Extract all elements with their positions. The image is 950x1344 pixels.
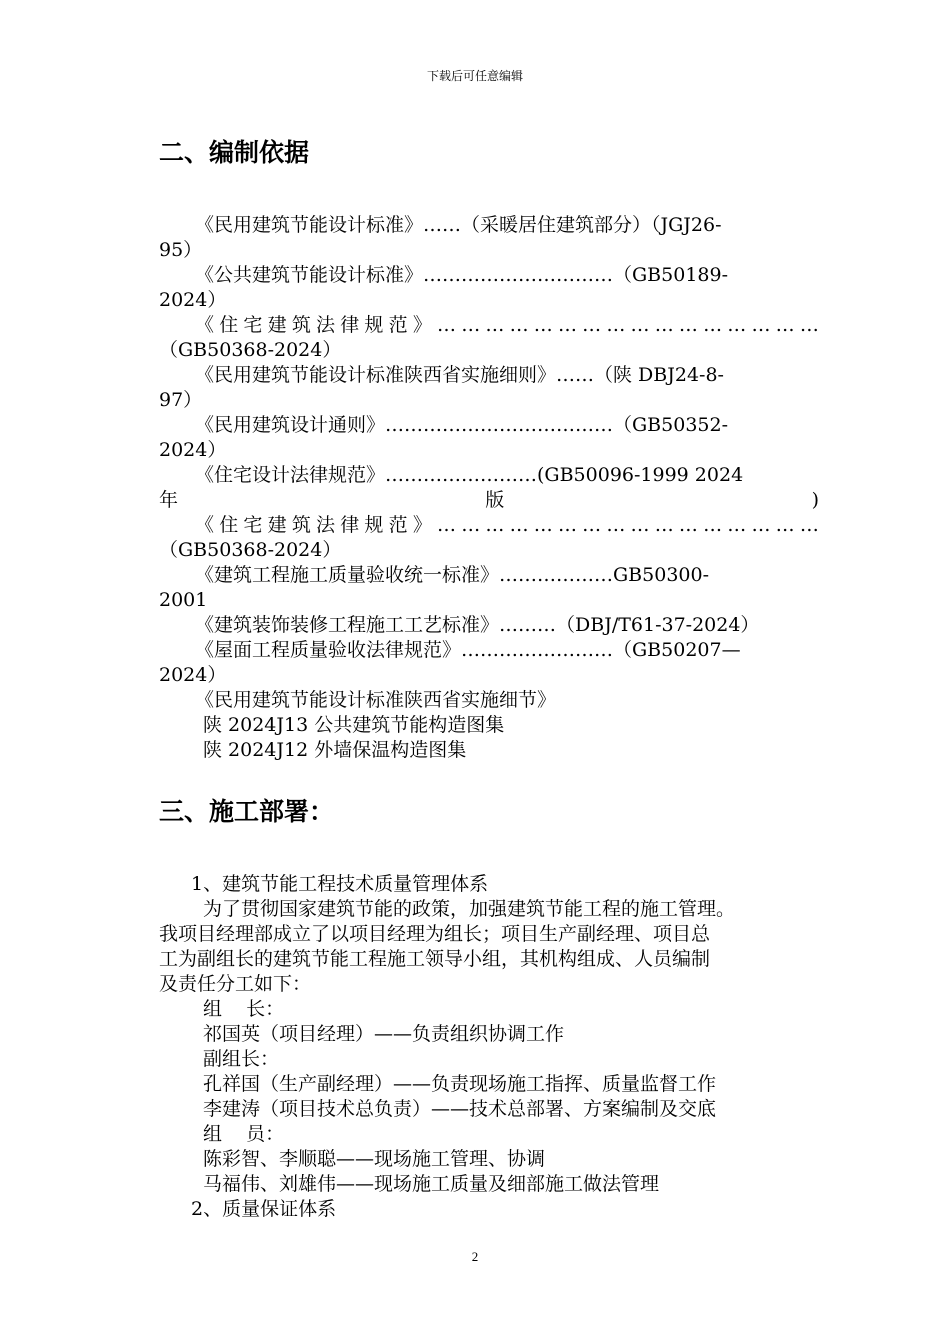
basis-line-7a-part: 》 (412, 514, 432, 536)
basis-line-6a: 《住宅设计法律规范》……………………(GB50096-1999 2024 (195, 464, 744, 486)
deploy-paragraph-line-2: 我项目经理部成立了以项目经理为组长；项目生产副经理、项目总 (159, 923, 711, 945)
basis-line-2b: 2024） (159, 289, 227, 311)
basis-line-3a-part: … (582, 314, 602, 336)
basis-line-3a-part: 范 (388, 314, 408, 336)
basis-line-3b: （GB50368-2024） (159, 339, 342, 361)
basis-line-3a-part: 住 (219, 314, 239, 336)
basis-line-7a-part: … (557, 514, 577, 536)
basis-line-7a-part: 范 (388, 514, 408, 536)
vice-leader-entry-2: 李建涛（项目技术总负责）——技术总部署、方案编制及交底 (203, 1098, 717, 1120)
basis-line-7a-part: … (799, 514, 819, 536)
basis-line-7a-part: 建 (267, 514, 287, 536)
leader-entry: 祁国英（项目经理）——负责组织协调工作 (203, 1023, 565, 1045)
vice-leader-label: 副组长： (203, 1048, 280, 1070)
page-number: 2 (471, 1249, 479, 1264)
basis-line-11: 《民用建筑节能设计标准陕西省实施细节》 (195, 689, 557, 711)
leader-label: 组 长： (203, 998, 285, 1020)
basis-line-9: 《建筑装饰装修工程施工工艺标准》………（DBJ/T61-37-2024） (195, 614, 760, 636)
basis-line-7a (195, 513, 819, 538)
deploy-paragraph-line-1: 为了贯彻国家建筑节能的政策，加强建筑节能工程的施工管理。 (203, 898, 736, 920)
basis-line-7a-part: 《 (195, 514, 215, 536)
member-label: 组 员： (203, 1123, 285, 1145)
vice-leader-entry-1: 孔祥国（生产副经理）——负责现场施工指挥、质量监督工作 (203, 1073, 717, 1095)
basis-line-6b-part: 版 (485, 489, 505, 511)
basis-line-3a-part: 筑 (291, 314, 311, 336)
basis-line-1a: 《民用建筑节能设计标准》……（采暖居住建筑部分）（JGJ26- (195, 214, 722, 236)
basis-line-7a-part: 住 (219, 514, 239, 536)
basis-line-3a-part: … (437, 314, 457, 336)
basis-line-3a-part: … (654, 314, 674, 336)
basis-line-10b: 2024） (159, 664, 227, 686)
basis-line-6b-part: ) (811, 489, 819, 511)
basis-line-7a-part: … (630, 514, 650, 536)
basis-line-7a-part: 筑 (291, 514, 311, 536)
basis-line-3a-part: … (630, 314, 650, 336)
basis-line-7a-part: … (509, 514, 529, 536)
basis-line-5a: 《民用建筑设计通则》………………………………（GB50352- (195, 414, 729, 436)
basis-line-7a-part: … (606, 514, 626, 536)
basis-line-3a-part: … (751, 314, 771, 336)
deploy-subheading-1: 1、建筑节能工程技术质量管理体系 (191, 873, 489, 895)
basis-line-3a-part: … (727, 314, 747, 336)
basis-line-7a-part: … (582, 514, 602, 536)
basis-line-6b (159, 488, 819, 513)
basis-line-13: 陕 2024J12 外墙保温构造图集 (203, 739, 467, 761)
member-entry-2: 马福伟、刘雄伟——现场施工质量及细部施工做法管理 (203, 1173, 660, 1195)
basis-line-7a-part: … (461, 514, 481, 536)
basis-line-3a-part: … (606, 314, 626, 336)
basis-line-7a-part: 宅 (243, 514, 263, 536)
basis-line-3a-part: … (461, 314, 481, 336)
basis-line-12: 陕 2024J13 公共建筑节能构造图集 (203, 714, 505, 736)
basis-line-7b: （GB50368-2024） (159, 539, 342, 561)
basis-line-3a-part: 建 (267, 314, 287, 336)
basis-line-3a-part: 律 (340, 314, 360, 336)
basis-line-5b: 2024） (159, 439, 227, 461)
deploy-paragraph-line-4: 及责任分工如下： (159, 973, 312, 995)
deploy-paragraph-line-3: 工为副组长的建筑节能工程施工领导小组，其机构组成、人员编制 (159, 948, 711, 970)
page-header: 下载后可任意编辑 (426, 69, 523, 83)
basis-line-4a: 《民用建筑节能设计标准陕西省实施细则》……（陕 DBJ24-8- (195, 364, 724, 386)
basis-line-1b: 95） (159, 239, 203, 261)
basis-line-2a: 《公共建筑节能设计标准》…………………………（GB50189- (195, 264, 729, 286)
basis-line-3a-part: 规 (364, 314, 384, 336)
basis-line-3a (195, 313, 819, 338)
basis-line-3a-part: … (509, 314, 529, 336)
section-heading-basis: 二、编制依据 (159, 138, 310, 167)
basis-line-7a-part: … (437, 514, 457, 536)
basis-line-7a-part: … (654, 514, 674, 536)
basis-line-7a-part: … (678, 514, 698, 536)
basis-line-3a-part: 《 (195, 314, 215, 336)
deploy-subheading-2: 2、质量保证体系 (191, 1198, 337, 1220)
basis-line-7a-part: … (703, 514, 723, 536)
basis-line-3a-part: 法 (316, 314, 336, 336)
basis-line-6b-part: 年 (159, 489, 179, 511)
basis-line-7a-part: 规 (364, 514, 384, 536)
basis-line-3a-part: … (485, 314, 505, 336)
basis-line-8a: 《建筑工程施工质量验收统一标准》………………GB50300- (195, 564, 710, 586)
basis-line-8b: 2001 (159, 589, 208, 611)
basis-line-3a-part: … (678, 314, 698, 336)
basis-line-7a-part: … (485, 514, 505, 536)
basis-line-7a-part: 律 (340, 514, 360, 536)
basis-line-4b: 97） (159, 389, 203, 411)
basis-line-7a-part: … (775, 514, 795, 536)
basis-line-3a-part: … (799, 314, 819, 336)
basis-line-3a-part: 宅 (243, 314, 263, 336)
member-entry-1: 陈彩智、李顺聪——现场施工管理、协调 (203, 1148, 546, 1170)
basis-line-3a-part: … (775, 314, 795, 336)
section-heading-deploy: 三、施工部署： (159, 797, 335, 826)
basis-line-3a-part: … (557, 314, 577, 336)
basis-line-7a-part: … (727, 514, 747, 536)
basis-line-10a: 《屋面工程质量验收法律规范》……………………（GB50207— (195, 639, 741, 661)
basis-line-7a-part: … (751, 514, 771, 536)
basis-line-7a-part: … (533, 514, 553, 536)
basis-line-3a-part: 》 (412, 314, 432, 336)
basis-line-3a-part: … (533, 314, 553, 336)
basis-line-3a-part: … (703, 314, 723, 336)
basis-line-7a-part: 法 (316, 514, 336, 536)
